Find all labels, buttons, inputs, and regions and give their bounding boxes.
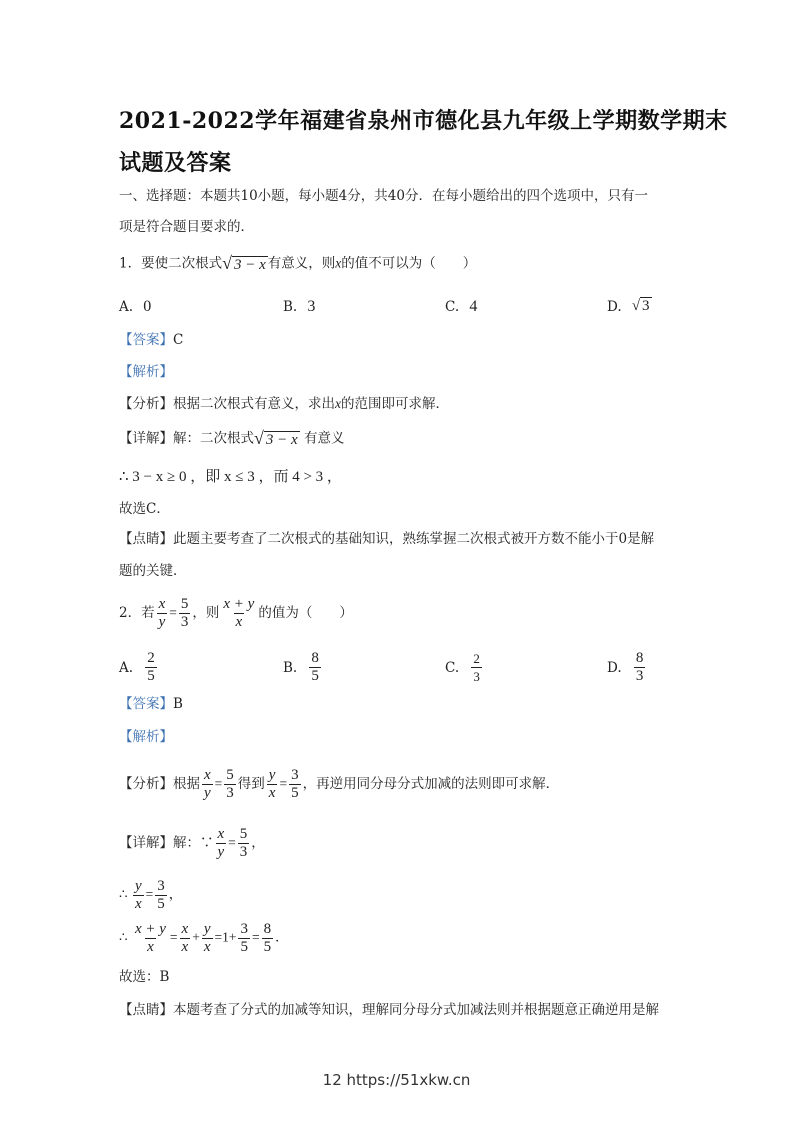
q1-mid: 有意义，则 — [267, 255, 336, 272]
q2-dianjing: 【点睛】本题考查了分式的加减等知识，理解同分母分式加减法则并根据题意正确逆用是解 — [119, 1002, 659, 1018]
q1-prefix: 1．要使二次根式 — [119, 255, 223, 272]
q2-step2: ∴ $\frac{x + y}{x}$ = $\frac{x}{x}$ + $\frac{y}{x}$ =1+ $\frac{3}{5}$ = $\frac{8}{5}$ ． — [119, 921, 289, 955]
fraction-xplusy-over-x: $\frac{x + y}{x}$ — [223, 596, 255, 630]
fraction-x-over-y: $\frac{x}{y}$ — [158, 596, 166, 630]
q1-analysis-head: 【解析】 — [119, 364, 173, 380]
q1-option-d: D. √ 3 — [607, 298, 650, 315]
q1-option-b: B. 3 — [283, 298, 316, 315]
q2-option-a: A. $\frac{2}{5}$ — [119, 650, 155, 684]
q2-analysis-head: 【解析】 — [119, 729, 173, 745]
q2-option-b: B. $\frac{8}{5}$ — [283, 650, 319, 684]
q1-suffix: 的值不可以为（ ） — [341, 255, 477, 272]
section-intro-line1: 一、选择题：本题共10小题，每小题4分，共40分．在每小题给出的四个选项中，只有一 — [119, 188, 648, 204]
q1-detail: 【详解】解：二次根式√ 3 − x 有意义 — [119, 428, 345, 448]
q1-dianjing: 【点睛】此题主要考查了二次根式的基础知识，熟练掌握二次根式被开方数不能小于0是解 — [119, 531, 655, 547]
q1-option-c: C. 4 — [445, 298, 478, 315]
q1-dianjing-line2: 题的关键． — [119, 563, 187, 579]
fraction-5-over-3: $\frac{5}{3}$ — [180, 596, 189, 630]
q1-option-a: A. 0 — [119, 298, 152, 315]
q1-therefore: ∴ 3 − x ≥ 0 ，即 x ≤ 3 ，而 4 > 3 ， — [119, 469, 342, 485]
page-footer: 12 https://51xkw.cn — [322, 1071, 471, 1089]
q1-fenxi: 【分析】根据二次根式有意义，求出x的范围即可求解． — [119, 396, 449, 412]
q2-fenxi: 【分析】根据 $\frac{x}{y}$ = $\frac{5}{3}$ 得到 $\frac{y}{x}$ = $\frac{3}{5}$ ，再逆用同分母分式加减的法则即可求解． — [119, 767, 560, 801]
q2-option-c: C. $\frac{2}{3}$ — [445, 651, 480, 684]
q1-answer: 【答案】C — [119, 332, 184, 348]
page-title-line2: 试题及答案 — [119, 150, 232, 176]
section-intro-line2: 项是符合题目要求的． — [119, 219, 254, 235]
q1-var: x — [335, 255, 342, 271]
question-1 — [119, 253, 476, 275]
q2-step1: ∴ $\frac{y}{x}$ = $\frac{3}{5}$ ， — [119, 878, 183, 912]
question-2: 2．若 $\frac{x}{y}$ = $\frac{5}{3}$ ，则 $\frac{x + y}{x}$ 的值为（ ） — [119, 596, 353, 630]
q1-choose: 故选C． — [119, 501, 170, 517]
sqrt-icon: √ 3 — [631, 298, 650, 314]
q2-choose: 故选：B — [119, 969, 170, 985]
q2-detail: 【详解】解：∵ $\frac{x}{y}$ = $\frac{5}{3}$ ， — [119, 826, 265, 860]
page-title: 2021-2022学年福建省泉州市德化县九年级上学期数学期末 — [119, 108, 728, 134]
q2-option-d: D. $\frac{8}{3}$ — [607, 650, 644, 684]
q1-radical: √ 3 − x — [222, 253, 266, 273]
q1-radicand: 3 − x — [233, 257, 266, 273]
q2-answer: 【答案】B — [119, 696, 183, 712]
